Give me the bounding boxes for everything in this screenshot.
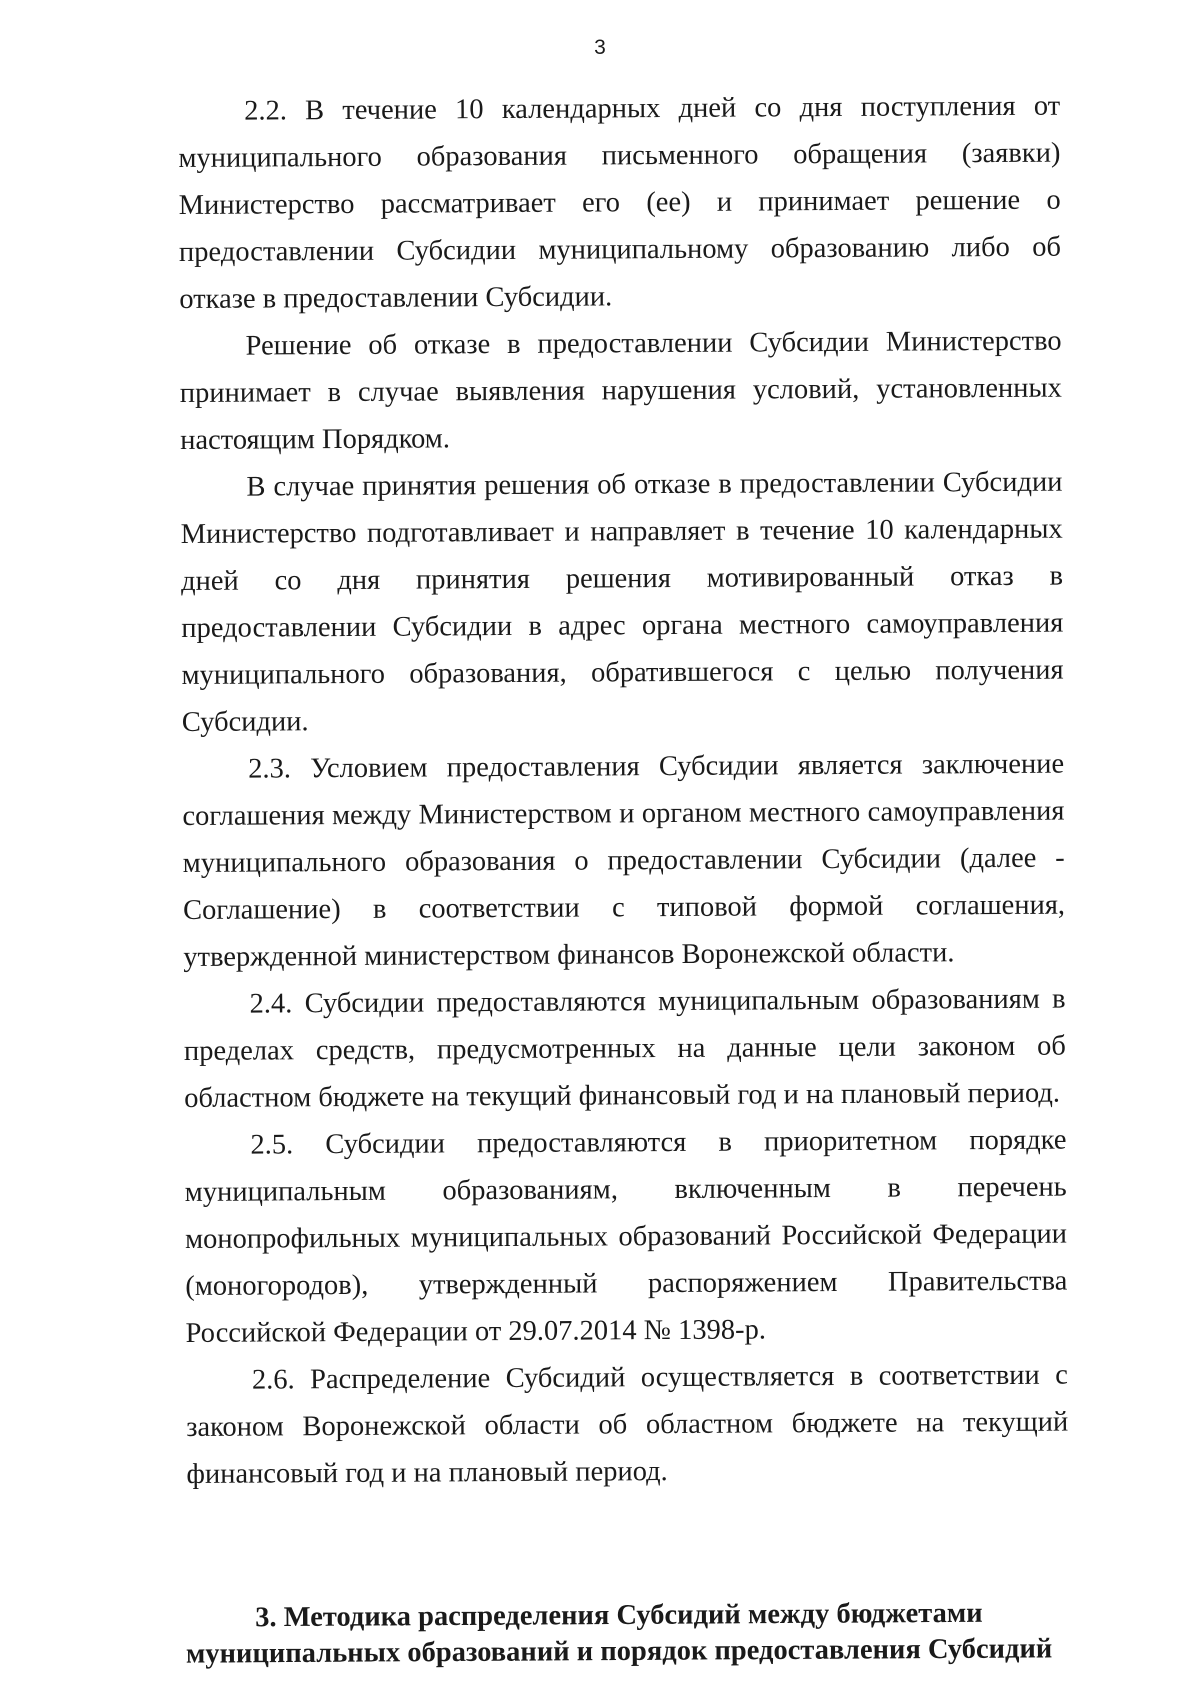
paragraph-2-5: 2.5. Субсидии предоставляются в приоритетном порядке муниципальным образованиям, включенным в перечень монопрофильных муниципальных образований Российской Федерации (моногородов), утвержденный распоряжением Правительства Российской Федерации от 29.07.2014 № 1398-р.	[184, 1124, 1068, 1349]
paragraph-2-6: 2.6. Распределение Субсидий осуществляется в соответствии с законом Воронежской области об областном бюджете на текущий финансовый год и на плановый период.	[186, 1359, 1069, 1490]
paragraph-2-2-refusal-decision: Решение об отказе в предоставлении Субсидии Министерство принимает в случае выявления нарушения условий, установленных настоящим Порядком.	[179, 325, 1062, 456]
page-number: 3	[594, 36, 606, 59]
section-3-heading	[160, 1595, 1078, 1673]
paragraph-2-4: 2.4. Субсидии предоставляются муниципальным образованиям в пределах средств, предусмотренных на данные цели законом об областном бюджете на текущий финансовый год и на плановый период.	[183, 983, 1066, 1114]
paragraph-2-3: 2.3. Условием предоставления Субсидии является заключение соглашения между Министерством и органом местного самоуправления муниципального образования о предоставлении Субсидии (далее - Соглашение) в соответствии с типовой формой соглашения, утвержденной министерством финансов Воронежской области.	[182, 748, 1066, 973]
section-heading-line-1: 3. Методика распределения Субсидий между бюджетами	[255, 1597, 983, 1634]
section-heading-line-2: муниципальных образований и порядок предоставления Субсидий	[185, 1633, 1053, 1670]
paragraph-2-2: 2.2. В течение 10 календарных дней со дня поступления от муниципального образования письменного обращения (заявки) Министерство рассматривает его (ее) и принимает решение о предоставлении Субсидии муниципальному образованию либо об отказе в предоставлении Субсидии.	[178, 90, 1062, 315]
document-body	[178, 83, 1069, 1498]
paragraph-2-2-refusal-notice: В случае принятия решения об отказе в предоставлении Субсидии Министерство подготавливает и направляет в течение 10 календарных дней со дня принятия решения мотивированный отказ в предоставлении Субсидии в адрес органа местного самоуправления муниципального образования, обратившегося с целью получения Субсидии.	[180, 466, 1064, 738]
